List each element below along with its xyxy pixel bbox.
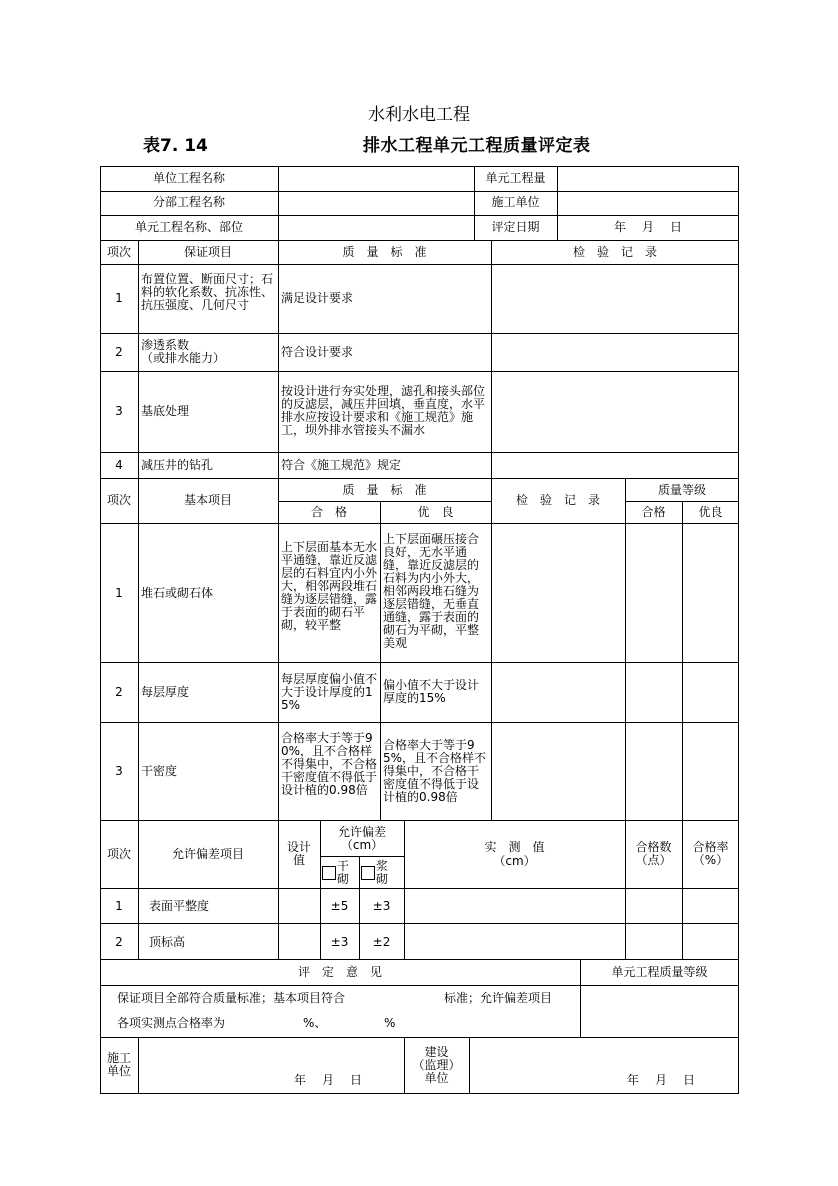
tolerance-header-allow: 允许偏差 （cm） (337, 825, 386, 852)
tolerance-row-1-no: 1 (115, 899, 123, 913)
table-number: 表7. 14 (143, 136, 208, 156)
evaluation-grade-header: 单元工程质量等级 (611, 965, 708, 979)
evaluation-opinion-header: 评 定 意 见 (297, 965, 382, 979)
header-no: 项次 (106, 245, 131, 259)
label-contractor: 施工单位 (491, 195, 540, 209)
label-eval-date: 评定日期 (491, 220, 540, 234)
basic-row-2-item: 每层厚度 (141, 685, 190, 699)
label-unit-quantity: 单元工程量 (485, 171, 546, 185)
mortar-checkbox[interactable] (361, 866, 375, 880)
evaluation-line2-c: % (384, 1016, 396, 1030)
basic-row-2-good: 偏小值不大于设计厚度的15% (383, 678, 480, 705)
basic-header-grade-good: 优良 (698, 505, 723, 519)
basic-header-record: 检 验 记 录 (515, 493, 600, 507)
guarantee-row-4-no: 4 (115, 458, 123, 472)
signature-date-1: 年 月 日 (294, 1073, 365, 1087)
tolerance-row-1-dry: ±5 (330, 899, 349, 913)
basic-header-good: 优 良 (417, 505, 454, 519)
basic-header-grade: 质量等级 (657, 483, 706, 497)
signature-supervisor-label: 建设 （监理） 单位 (412, 1045, 461, 1085)
basic-header-grade-pass: 合格 (641, 505, 666, 519)
basic-row-3-good: 合格率大于等于95%，且不合格样不得集中，不合格干密度值不得低于设计植的0.98倍 (383, 738, 487, 804)
basic-header-pass: 合 格 (310, 505, 347, 519)
evaluation-line2-b: %、 (303, 1016, 327, 1030)
basic-row-2-pass: 每层厚度偏小值不大于设计厚度的15% (281, 672, 378, 712)
tolerance-header-mortar: 浆 砌 (361, 860, 388, 886)
basic-header-no: 项次 (106, 493, 131, 507)
tolerance-header-design: 设计 值 (286, 840, 311, 867)
basic-row-3-no: 3 (115, 764, 123, 778)
basic-header-standard: 质 量 标 准 (342, 483, 427, 497)
guarantee-row-1-no: 1 (115, 291, 123, 305)
tolerance-header-measured-unit: （cm） (493, 854, 536, 868)
header-guarantee-item: 保证项目 (183, 245, 232, 259)
basic-row-3-item: 干密度 (141, 764, 178, 778)
tolerance-header-pass-count: 合格数 （点） (635, 840, 672, 867)
guarantee-row-4-item: 减压井的钻孔 (141, 458, 214, 472)
tolerance-row-2-no: 2 (115, 935, 123, 949)
guarantee-row-3-item: 基底处理 (141, 404, 190, 418)
guarantee-row-2-standard: 符合设计要求 (281, 345, 354, 359)
tolerance-row-1-item: 表面平整度 (149, 899, 210, 913)
basic-row-2-no: 2 (115, 685, 123, 699)
tolerance-header-dry: 干 砌 (322, 860, 349, 886)
guarantee-row-1-standard: 满足设计要求 (281, 291, 354, 305)
tolerance-row-2-mortar: ±2 (372, 935, 391, 949)
label-unit-project-name: 单位工程名称 (152, 171, 225, 185)
header-top-title: 水利水电工程 (368, 105, 470, 125)
basic-row-1-pass: 上下层面基本无水平通缝，靠近反滤层的石料宜内小外大，相邻两段堆石缝为逐层错缝，露于表面的砌石平砌，较平整 (281, 540, 378, 632)
page-title: 排水工程单元工程质量评定表 (363, 136, 591, 156)
tolerance-header-pass-rate: 合格率 （%） (692, 840, 729, 867)
basic-row-3-pass: 合格率大于等于90%，且不合格样不得集中，不合格干密度值不得低于设计植的0.98倍 (281, 731, 378, 797)
label-element-name: 单元工程名称、部位 (134, 220, 243, 234)
label-sub-project-name: 分部工程名称 (152, 195, 225, 209)
tolerance-row-2-dry: ±3 (330, 935, 349, 949)
basic-row-1-no: 1 (115, 586, 123, 600)
guarantee-row-3-no: 3 (115, 404, 123, 418)
tolerance-header-no: 项次 (106, 847, 131, 861)
signature-contractor-label: 施工 单位 (106, 1051, 131, 1078)
guarantee-row-4-standard: 符合《施工规范》规定 (281, 458, 402, 472)
dry-checkbox[interactable] (322, 866, 336, 880)
signature-date-2: 年 月 日 (627, 1073, 698, 1087)
basic-header-item: 基本项目 (183, 493, 232, 507)
evaluation-line1-a: 保证项目全部符合质量标准；基本项目符合 (117, 991, 346, 1005)
basic-row-1-good: 上下层面碾压接合良好，无水平通缝，靠近反滤层的石料为内小外大，相邻两段堆石缝为逐层错缝，无垂直通缝，露于表面的砌石为平砌，平整美观 (383, 532, 480, 650)
header-inspection-record: 检 验 记 录 (572, 245, 657, 259)
basic-row-1-item: 堆石或砌石体 (141, 586, 214, 600)
evaluation-line1-b: 标准；允许偏差项目 (444, 991, 553, 1005)
tolerance-header-measured: 实 测 值 (484, 840, 545, 854)
evaluation-line2-a: 各项实测点合格率为 (117, 1016, 226, 1030)
guarantee-row-2-item: 渗透系数 （或排水能力） (141, 338, 226, 365)
guarantee-row-1-item: 布置位置、断面尺寸；石料的软化系数、抗冻性、抗压强度、几何尺寸 (141, 272, 274, 312)
tolerance-row-2-item: 顶标高 (149, 935, 186, 949)
tolerance-row-1-mortar: ±3 (372, 899, 391, 913)
guarantee-row-3-standard: 按设计进行夯实处理，滤孔和接头部位的反滤层，减压井回填，垂直度，水平排水应按设计要求和《施工规范》施工，坝外排水管接头不漏水 (281, 384, 486, 437)
date-value: 年 月 日 (614, 220, 685, 234)
guarantee-row-2-no: 2 (115, 345, 123, 359)
header-quality-standard: 质 量 标 准 (342, 245, 427, 259)
tolerance-header-item: 允许偏差项目 (171, 847, 244, 861)
